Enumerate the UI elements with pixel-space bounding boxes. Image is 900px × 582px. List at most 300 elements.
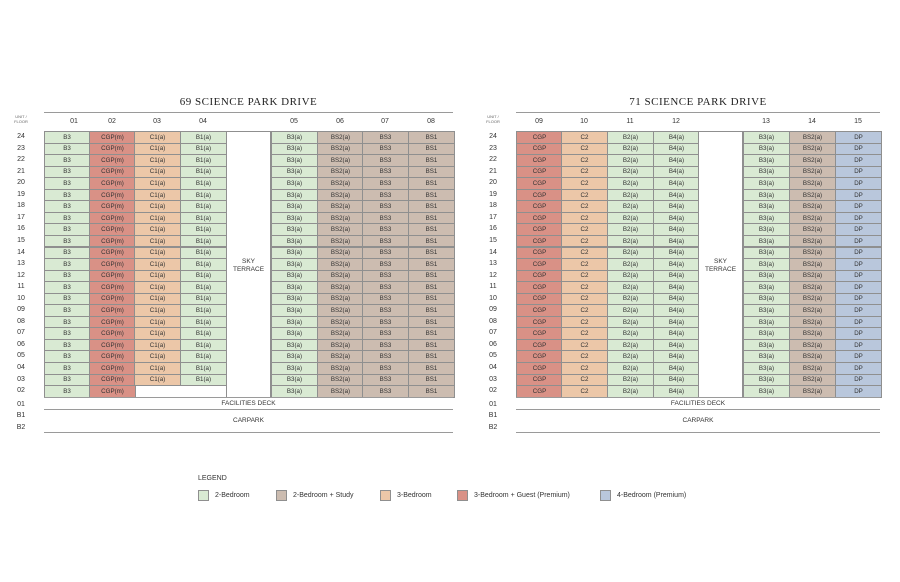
unit-cell: B3	[44, 362, 90, 375]
floor-label: 17	[489, 213, 497, 221]
unit-cell: CGP(m)	[89, 166, 136, 179]
unit-cell: B3(a)	[743, 235, 790, 248]
unit-cell: DP	[835, 327, 882, 340]
unit-cell: BS3	[362, 235, 409, 248]
unit-cell: B3(a)	[743, 304, 790, 317]
unit-cell: CGP(m)	[89, 247, 136, 260]
unit-cell: B3(a)	[743, 327, 790, 340]
unit-cell: BS2(a)	[789, 281, 836, 294]
floor-label: 03	[17, 375, 25, 383]
unit-cell: CGP	[516, 362, 563, 375]
unit-cell: B4(a)	[653, 258, 700, 271]
column-header: 04	[199, 118, 207, 125]
unit-cell: C2	[561, 374, 608, 387]
unit-cell: B2(a)	[607, 212, 654, 225]
floor-label: B1	[16, 412, 26, 419]
unit-cell: B3(a)	[271, 362, 318, 375]
unit-cell: CGP	[516, 131, 563, 144]
unit-cell: BS1	[408, 166, 455, 179]
unit-cell: B4(a)	[653, 212, 700, 225]
unit-cell: C1(a)	[134, 304, 181, 317]
unit-cell: BS2(a)	[317, 339, 364, 352]
legend-item-4-bedroom	[600, 490, 686, 501]
unit-cell: BS3	[362, 281, 409, 294]
unit-cell: C1(a)	[134, 270, 181, 283]
floor-label: 24	[17, 133, 25, 140]
unit-cell: B1(a)	[180, 339, 227, 352]
unit-cell: BS3	[362, 270, 409, 283]
unit-cell: BS2(a)	[317, 223, 364, 236]
unit-cell: B4(a)	[653, 189, 700, 202]
unit-cell: CGP(m)	[89, 304, 136, 317]
unit-cell: DP	[835, 385, 882, 398]
unit-cell: BS2(a)	[317, 166, 364, 179]
floor-label: 12	[17, 271, 25, 279]
unit-cell: BS1	[408, 316, 455, 329]
unit-cell: B3	[44, 304, 90, 317]
unit-cell: B3(a)	[271, 177, 318, 190]
unit-cell: B2(a)	[607, 316, 654, 329]
unit-cell: CGP	[516, 143, 563, 156]
unit-cell: B3	[44, 350, 90, 363]
unit-cell: BS1	[408, 247, 455, 260]
bottom-rule	[516, 432, 880, 433]
unit-cell: BS1	[408, 235, 455, 248]
unit-cell: B4(a)	[653, 293, 700, 306]
ground-rule	[44, 397, 453, 398]
unit-cell: C1(a)	[134, 362, 181, 375]
building-title: 71 SCIENCE PARK DRIVE	[629, 96, 767, 108]
bottom-rule	[44, 432, 453, 433]
unit-floor-label: UNIT / FLOOR	[14, 114, 28, 124]
unit-cell: DP	[835, 131, 882, 144]
unit-cell: B2(a)	[607, 258, 654, 271]
column-header: 07	[381, 118, 389, 125]
floor-label: 06	[489, 340, 497, 348]
column-header: 09	[535, 118, 543, 125]
unit-cell: B3(a)	[271, 293, 318, 306]
unit-cell: B1(a)	[180, 350, 227, 363]
unit-cell: CGP	[516, 339, 563, 352]
unit-cell: B3	[44, 316, 90, 329]
unit-cell: B3(a)	[271, 374, 318, 387]
unit-cell: B1(a)	[180, 212, 227, 225]
unit-cell: CGP(m)	[89, 189, 136, 202]
floor-label: 13	[489, 260, 497, 268]
unit-cell: CGP(m)	[89, 316, 136, 329]
unit-cell: B3(a)	[743, 223, 790, 236]
unit-cell: B3(a)	[271, 143, 318, 156]
floor-label: B2	[488, 424, 498, 431]
unit-cell: B2(a)	[607, 339, 654, 352]
column-header: 12	[672, 118, 680, 125]
unit-cell: DP	[835, 339, 882, 352]
unit-cell: C2	[561, 143, 608, 156]
unit-cell: C2	[561, 200, 608, 213]
unit-cell: BS2(a)	[789, 131, 836, 144]
floor-label: 14	[489, 248, 497, 256]
unit-cell: B3(a)	[271, 385, 318, 398]
unit-cell: C1(a)	[134, 131, 181, 144]
unit-cell: BS2(a)	[789, 304, 836, 317]
unit-cell: BS3	[362, 189, 409, 202]
unit-cell: B3(a)	[271, 154, 318, 167]
unit-cell: BS3	[362, 350, 409, 363]
unit-cell: BS2(a)	[789, 258, 836, 271]
legend-label: 2-Bedroom + Study	[293, 492, 354, 499]
unit-cell: B2(a)	[607, 166, 654, 179]
unit-cell: C2	[561, 304, 608, 317]
unit-cell: B3(a)	[743, 339, 790, 352]
floor-label: 20	[17, 179, 25, 187]
unit-cell: B3(a)	[743, 258, 790, 271]
unit-cell: BS2(a)	[789, 247, 836, 260]
floor-label: 22	[489, 156, 497, 164]
unit-cell: B1(a)	[180, 270, 227, 283]
unit-cell: B2(a)	[607, 143, 654, 156]
unit-cell: B3(a)	[743, 166, 790, 179]
unit-cell: BS2(a)	[789, 177, 836, 190]
unit-cell: CGP(m)	[89, 281, 136, 294]
unit-cell: CGP	[516, 293, 563, 306]
floor-label: 05	[489, 352, 497, 360]
unit-cell: DP	[835, 154, 882, 167]
unit-cell: B1(a)	[180, 143, 227, 156]
unit-cell: B1(a)	[180, 131, 227, 144]
unit-cell: DP	[835, 166, 882, 179]
column-header: 02	[108, 118, 116, 125]
legend-swatch	[380, 490, 391, 501]
unit-cell: DP	[835, 143, 882, 156]
unit-cell: B3	[44, 200, 90, 213]
unit-cell: CGP(m)	[89, 374, 136, 387]
unit-cell: C2	[561, 235, 608, 248]
unit-cell: CGP	[516, 235, 563, 248]
unit-cell: B2(a)	[607, 189, 654, 202]
unit-cell: DP	[835, 304, 882, 317]
unit-cell: C2	[561, 350, 608, 363]
floor-label: 15	[17, 236, 25, 244]
unit-cell: CGP	[516, 223, 563, 236]
unit-cell: BS2(a)	[317, 327, 364, 340]
unit-cell: BS2(a)	[789, 212, 836, 225]
legend-label: 3-Bedroom + Guest (Premium)	[474, 492, 570, 499]
unit-cell: B3	[44, 143, 90, 156]
unit-cell: BS2(a)	[317, 189, 364, 202]
unit-cell: B3(a)	[743, 316, 790, 329]
unit-cell: B3	[44, 293, 90, 306]
unit-cell: CGP(m)	[89, 235, 136, 248]
floor-label: 11	[17, 283, 25, 291]
unit-cell: C1(a)	[134, 166, 181, 179]
unit-cell: BS2(a)	[789, 200, 836, 213]
unit-cell: B3	[44, 374, 90, 387]
floor-label: 12	[489, 271, 497, 279]
unit-cell: B2(a)	[607, 362, 654, 375]
unit-cell: C1(a)	[134, 143, 181, 156]
unit-cell: B2(a)	[607, 131, 654, 144]
unit-cell: BS2(a)	[317, 281, 364, 294]
facilities-deck-label: FACILITIES DECK	[221, 400, 276, 407]
unit-cell: BS1	[408, 327, 455, 340]
unit-cell: BS2(a)	[317, 293, 364, 306]
unit-cell: BS2(a)	[789, 189, 836, 202]
unit-cell: CGP	[516, 316, 563, 329]
unit-cell: B3(a)	[743, 281, 790, 294]
unit-cell: DP	[835, 362, 882, 375]
unit-cell: B2(a)	[607, 293, 654, 306]
unit-cell: BS2(a)	[317, 385, 364, 398]
floor-label: 04	[17, 364, 25, 371]
unit-cell: B4(a)	[653, 374, 700, 387]
unit-cell: B1(a)	[180, 235, 227, 248]
unit-cell: B3(a)	[271, 223, 318, 236]
floor-label: 10	[17, 294, 25, 302]
unit-cell: C2	[561, 131, 608, 144]
unit-cell: B3	[44, 177, 90, 190]
unit-cell: BS1	[408, 270, 455, 283]
unit-cell: B3	[44, 212, 90, 225]
unit-cell: B3	[44, 154, 90, 167]
unit-cell: BS1	[408, 223, 455, 236]
unit-cell: BS2(a)	[317, 270, 364, 283]
unit-cell: DP	[835, 177, 882, 190]
unit-cell: B3	[44, 327, 90, 340]
unit-cell: BS2(a)	[789, 385, 836, 398]
header-rule	[44, 112, 453, 113]
unit-cell: BS3	[362, 154, 409, 167]
unit-cell: B2(a)	[607, 304, 654, 317]
unit-cell: CGP	[516, 154, 563, 167]
unit-cell: BS3	[362, 258, 409, 271]
unit-cell: BS2(a)	[317, 143, 364, 156]
unit-cell: CGP(m)	[89, 270, 136, 283]
floor-label: B2	[16, 424, 26, 431]
unit-cell: C1(a)	[134, 374, 181, 387]
unit-cell: B4(a)	[653, 223, 700, 236]
unit-cell: B4(a)	[653, 385, 700, 398]
unit-cell: B1(a)	[180, 154, 227, 167]
unit-cell: B3(a)	[743, 385, 790, 398]
unit-cell: B4(a)	[653, 362, 700, 375]
unit-cell: CGP	[516, 385, 563, 398]
unit-cell: BS2(a)	[789, 223, 836, 236]
unit-cell: B3(a)	[271, 235, 318, 248]
unit-cell: BS3	[362, 304, 409, 317]
unit-cell: B3(a)	[743, 200, 790, 213]
unit-cell: BS1	[408, 304, 455, 317]
unit-cell: B1(a)	[180, 281, 227, 294]
unit-cell: B4(a)	[653, 304, 700, 317]
legend-item-3-bedroom-guest	[457, 490, 570, 501]
unit-cell: CGP	[516, 327, 563, 340]
unit-cell: C2	[561, 212, 608, 225]
unit-cell: B3(a)	[743, 189, 790, 202]
floor-label: 05	[17, 352, 25, 360]
unit-cell: B3	[44, 189, 90, 202]
unit-cell: DP	[835, 258, 882, 271]
unit-cell: C2	[561, 316, 608, 329]
unit-cell: C2	[561, 339, 608, 352]
unit-cell: BS3	[362, 293, 409, 306]
unit-cell: B3	[44, 339, 90, 352]
unit-cell: BS1	[408, 131, 455, 144]
unit-cell: BS2(a)	[317, 350, 364, 363]
unit-cell: B1(a)	[180, 258, 227, 271]
column-header: 08	[427, 118, 435, 125]
unit-cell: CGP	[516, 258, 563, 271]
unit-cell: C1(a)	[134, 200, 181, 213]
unit-cell: BS2(a)	[317, 316, 364, 329]
unit-cell: B1(a)	[180, 327, 227, 340]
floor-label: 20	[489, 179, 497, 187]
unit-cell: B3(a)	[271, 200, 318, 213]
floor-label: 15	[489, 236, 497, 244]
unit-cell: B2(a)	[607, 374, 654, 387]
unit-cell: BS3	[362, 212, 409, 225]
unit-cell: BS3	[362, 247, 409, 260]
unit-cell: B4(a)	[653, 270, 700, 283]
unit-cell: B3	[44, 385, 90, 398]
unit-cell: B1(a)	[180, 177, 227, 190]
unit-cell: DP	[835, 200, 882, 213]
unit-cell: BS2(a)	[317, 374, 364, 387]
floor-label: 01	[17, 401, 25, 408]
unit-cell: BS3	[362, 200, 409, 213]
unit-cell: BS2(a)	[317, 131, 364, 144]
floor-label: 02	[489, 387, 497, 395]
unit-cell: B4(a)	[653, 154, 700, 167]
floor-label: 10	[489, 294, 497, 302]
unit-cell: B4(a)	[653, 327, 700, 340]
unit-cell: CGP(m)	[89, 143, 136, 156]
unit-cell: DP	[835, 223, 882, 236]
unit-cell: B4(a)	[653, 235, 700, 248]
unit-cell: BS2(a)	[317, 177, 364, 190]
unit-cell: B1(a)	[180, 247, 227, 260]
sky-terrace-label: SKY TERRACE	[232, 258, 265, 273]
unit-cell: BS1	[408, 281, 455, 294]
unit-cell: CGP	[516, 177, 563, 190]
unit-cell: CGP	[516, 270, 563, 283]
unit-cell: C2	[561, 258, 608, 271]
unit-cell: B3(a)	[743, 362, 790, 375]
unit-cell: C1(a)	[134, 212, 181, 225]
floor-label: 08	[17, 317, 25, 325]
unit-cell: DP	[835, 350, 882, 363]
unit-cell: BS1	[408, 385, 455, 398]
unit-cell: C2	[561, 189, 608, 202]
unit-cell: B3(a)	[743, 177, 790, 190]
carpark-label: CARPARK	[233, 417, 264, 424]
floor-label: 21	[489, 167, 497, 175]
floor-label: 07	[17, 329, 25, 337]
unit-cell: B3(a)	[743, 350, 790, 363]
unit-cell: B1(a)	[180, 316, 227, 329]
unit-cell: B4(a)	[653, 131, 700, 144]
floor-label: 03	[489, 375, 497, 383]
unit-cell: B3(a)	[271, 327, 318, 340]
unit-cell: C1(a)	[134, 316, 181, 329]
unit-floor-label: UNIT / FLOOR	[486, 114, 500, 124]
unit-cell: B3(a)	[271, 189, 318, 202]
legend-item-2-bedroom	[198, 490, 250, 501]
unit-cell: B3(a)	[743, 270, 790, 283]
unit-cell: DP	[835, 316, 882, 329]
facilities-deck-label: FACILITIES DECK	[670, 400, 726, 407]
floor-label: 19	[489, 190, 497, 198]
unit-cell: B1(a)	[180, 304, 227, 317]
unit-cell: BS3	[362, 362, 409, 375]
unit-cell: C2	[561, 166, 608, 179]
unit-cell: B3	[44, 223, 90, 236]
unit-cell: B3(a)	[271, 270, 318, 283]
unit-cell: B1(a)	[180, 362, 227, 375]
column-header: 10	[580, 118, 588, 125]
legend-swatch	[600, 490, 611, 501]
legend-swatch	[276, 490, 287, 501]
sky-terrace-label: SKY TERRACE	[704, 258, 737, 273]
floor-label: 16	[17, 225, 25, 233]
unit-cell: CGP(m)	[89, 258, 136, 271]
unit-cell: BS3	[362, 385, 409, 398]
unit-cell: B3	[44, 270, 90, 283]
unit-cell: BS2(a)	[789, 143, 836, 156]
unit-cell: BS2(a)	[789, 235, 836, 248]
column-header: 15	[854, 118, 862, 125]
unit-cell: CGP(m)	[89, 200, 136, 213]
unit-cell: C2	[561, 293, 608, 306]
column-header: 11	[626, 118, 634, 125]
unit-cell: CGP(m)	[89, 154, 136, 167]
unit-cell: B3(a)	[271, 304, 318, 317]
unit-cell: BS3	[362, 223, 409, 236]
unit-cell: CGP(m)	[89, 212, 136, 225]
unit-cell: B3(a)	[743, 247, 790, 260]
unit-cell: DP	[835, 374, 882, 387]
unit-cell: BS1	[408, 350, 455, 363]
unit-cell: B4(a)	[653, 247, 700, 260]
floor-label: 04	[489, 364, 497, 371]
unit-cell: CGP	[516, 350, 563, 363]
floor-label: 13	[17, 260, 25, 268]
unit-cell: BS1	[408, 212, 455, 225]
unit-cell: C2	[561, 177, 608, 190]
unit-cell: B3(a)	[743, 374, 790, 387]
unit-cell: C1(a)	[134, 189, 181, 202]
floor-label: 22	[17, 156, 25, 164]
unit-cell: CGP	[516, 166, 563, 179]
unit-cell: B3(a)	[271, 247, 318, 260]
unit-cell: BS3	[362, 177, 409, 190]
unit-cell: B1(a)	[180, 223, 227, 236]
unit-cell: BS2(a)	[317, 212, 364, 225]
unit-cell: BS1	[408, 362, 455, 375]
unit-cell: BS2(a)	[789, 316, 836, 329]
column-header: 03	[153, 118, 161, 125]
unit-cell: CGP	[516, 281, 563, 294]
unit-cell: C2	[561, 385, 608, 398]
legend-swatch	[198, 490, 209, 501]
building-title: 69 SCIENCE PARK DRIVE	[179, 96, 318, 108]
legend-label: 3-Bedroom	[397, 492, 432, 499]
unit-cell: BS1	[408, 258, 455, 271]
legend-item-2-bedroom-study	[276, 490, 354, 501]
unit-cell: BS3	[362, 327, 409, 340]
unit-cell: B3	[44, 166, 90, 179]
unit-cell: B3(a)	[271, 258, 318, 271]
unit-cell: BS2(a)	[789, 293, 836, 306]
